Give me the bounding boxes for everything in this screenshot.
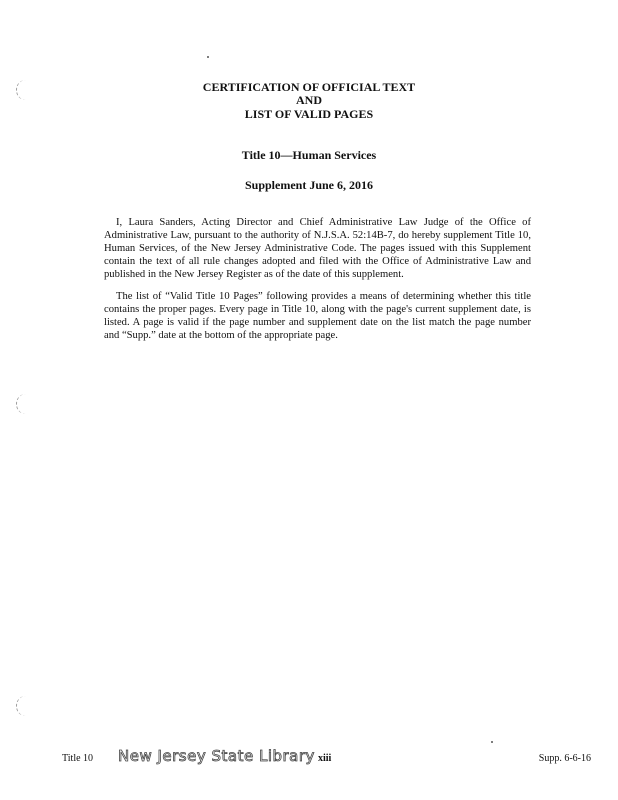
heading-line-3: LIST OF VALID PAGES <box>244 107 374 121</box>
supplement-subheading: Supplement June 6, 2016 <box>244 178 374 192</box>
punch-hole-mark <box>16 394 35 414</box>
library-stamp: New Jersey State Library <box>118 747 315 765</box>
heading-line-1: CERTIFICATION OF OFFICIAL TEXT <box>202 80 416 94</box>
heading-line-2: AND <box>296 93 322 107</box>
footer-title: Title 10 <box>62 753 94 764</box>
valid-pages-paragraph: The list of “Valid Title 10 Pages” following provides a means of determining whether this title contains the proper pages. Every page in Title 10, along with the page's current supplement date, is listed. A page is valid if the page number and supplement date on the list match the page number and “Supp.” date at the bottom of the appropriate page. <box>104 291 531 341</box>
scan-speck <box>207 56 209 58</box>
footer-supplement-date: Supp. 6-6-16 <box>538 753 591 764</box>
footer-page-number: xiii <box>318 753 332 764</box>
scan-speck <box>491 741 493 743</box>
punch-hole-mark <box>16 696 35 716</box>
title-subheading: Title 10—Human Services <box>241 148 377 162</box>
certification-paragraph: I, Laura Sanders, Acting Director and Chief Administrative Law Judge of the Office of Administrative Law, pursuant to the authority of N.J.S.A. 52:14B-7, do hereby supplement Title 10, Human Services, of the New Jersey Administrative Code. The pages issued with this Supplement contain the text of all rule changes adopted and filed with the Office of Administrative Law and published in the New Jersey Register as of the date of this supplement. <box>104 217 531 280</box>
